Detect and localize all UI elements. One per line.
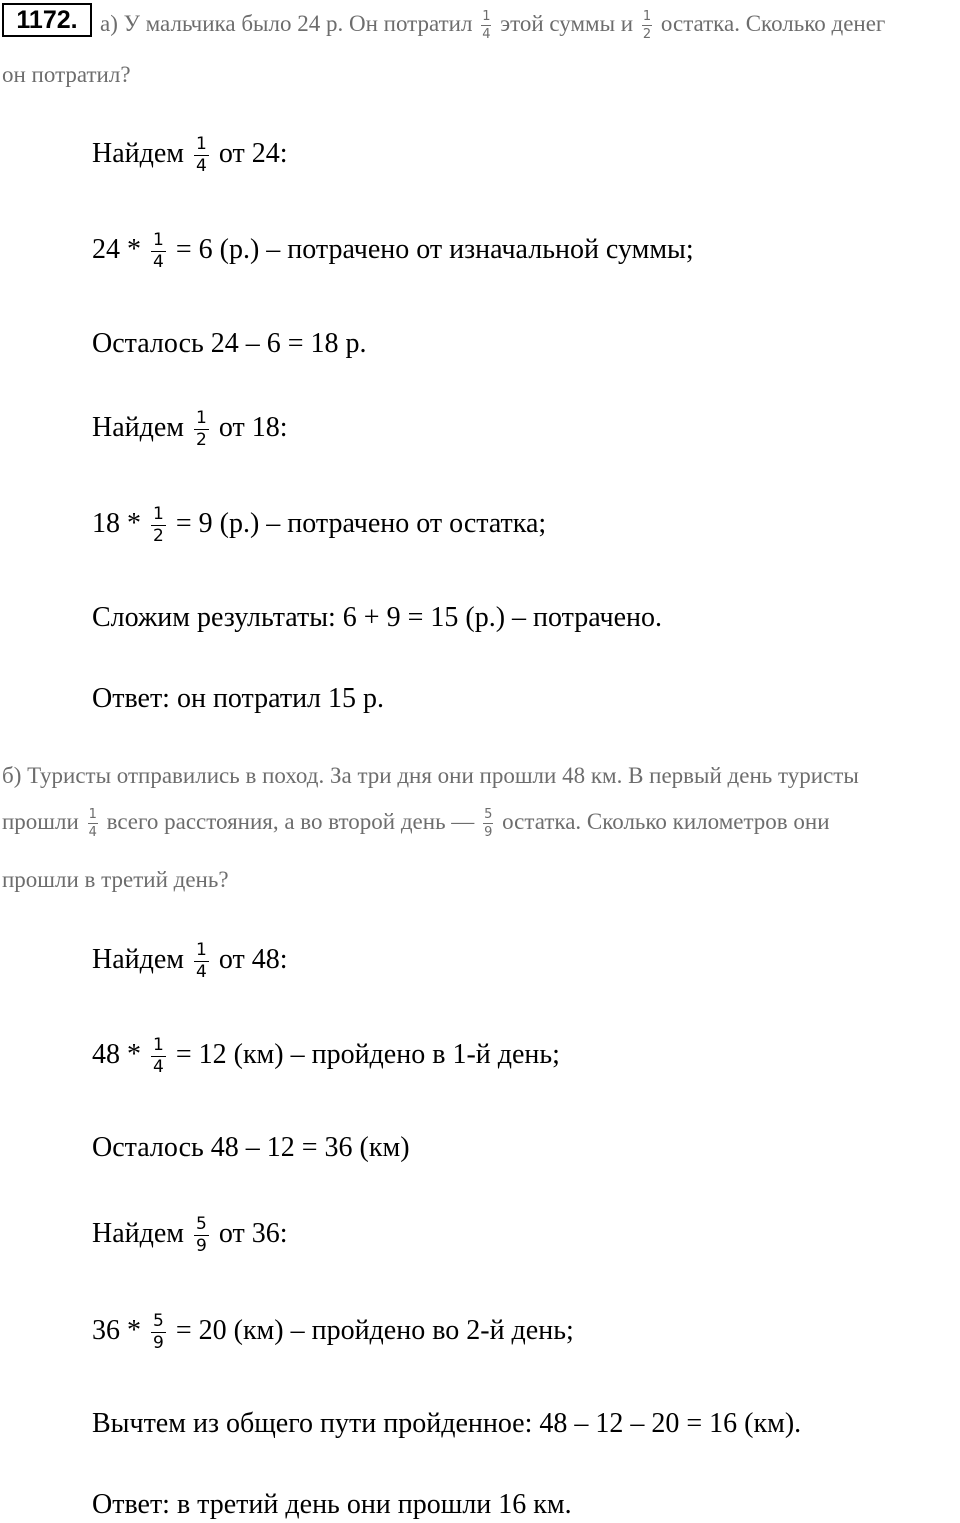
fraction: $\frac{1}{2}$ [196,408,207,450]
part-a-condition-line-1 [100,10,885,41]
fraction: $\frac{1}{4}$ [153,230,164,272]
fraction: $\frac{5}{9}$ [153,1311,164,1353]
fraction-one-half: $\frac{1}{2}$ [642,9,652,42]
fraction: $\frac{5}{9}$ [196,1214,207,1256]
part-a-condition-line-2: он потратил? [2,62,131,87]
part-b-condition-line-2: прошли $\frac{1}{4}$ всего расстояния, а во второй день — $\frac{5}{9}$ остатка. Сколько километров они [2,807,830,840]
part-b-condition-line-1: б) Туристы отправились в поход. За три дня они прошли 48 км. В первый день туристы [2,763,859,788]
part-a-step-3: Осталось 24 – 6 = 18 р. [92,328,367,359]
part-a-step-4: Найдем $\frac{1}{2}$ от 18: [92,408,288,450]
part-b-step-3: Осталось 48 – 12 = 36 (км) [92,1132,410,1163]
part-a-step-5: 18 * $\frac{1}{2}$ = 9 (р.) – потрачено от остатка; [92,504,547,546]
part-b-step-4: Найдем $\frac{5}{9}$ от 36: [92,1214,288,1256]
fraction: $\frac{1}{2}$ [153,504,164,546]
part-a-step-1: Найдем $\frac{1}{4}$ от 24: [92,134,288,176]
part-a-step-6: Сложим результаты: 6 + 9 = 15 (р.) – потрачено. [92,602,663,633]
fraction-one-quarter: $\frac{1}{4}$ [88,807,97,840]
part-b-answer: Ответ: в третий день они прошли 16 км. [92,1489,572,1520]
part-a-answer: Ответ: он потратил 15 р. [92,683,385,714]
part-a-step-2: 24 * $\frac{1}{4}$ = 6 (р.) – потрачено от изначальной суммы; [92,230,694,272]
fraction: $\frac{1}{4}$ [153,1035,164,1077]
part-b-step-6: Вычтем из общего пути пройденное: 48 – 12 – 20 = 16 (км). [92,1408,802,1439]
fraction: $\frac{1}{4}$ [196,134,207,176]
part-b-step-2: 48 * $\frac{1}{4}$ = 12 (км) – пройдено в 1-й день; [92,1035,560,1077]
problem-number: 1172. [16,6,78,34]
part-b-step-5: 36 * $\frac{5}{9}$ = 20 (км) – пройдено во 2-й день; [92,1311,574,1353]
fraction: $\frac{1}{4}$ [196,940,207,982]
part-a-condition-text-3: остатка. Сколько денег [660,10,886,36]
part-b-condition-line-3: прошли в третий день? [2,867,229,892]
fraction-one-quarter: $\frac{1}{4}$ [482,9,491,42]
fraction-five-ninths: $\frac{5}{9}$ [484,807,493,840]
part-a-condition-text-2: этой суммы и [500,10,634,36]
part-b-step-1: Найдем $\frac{1}{4}$ от 48: [92,940,288,982]
part-a-condition-text-1: а) У мальчика было 24 р. Он потратил [100,10,473,36]
problem-number-box [2,3,92,37]
